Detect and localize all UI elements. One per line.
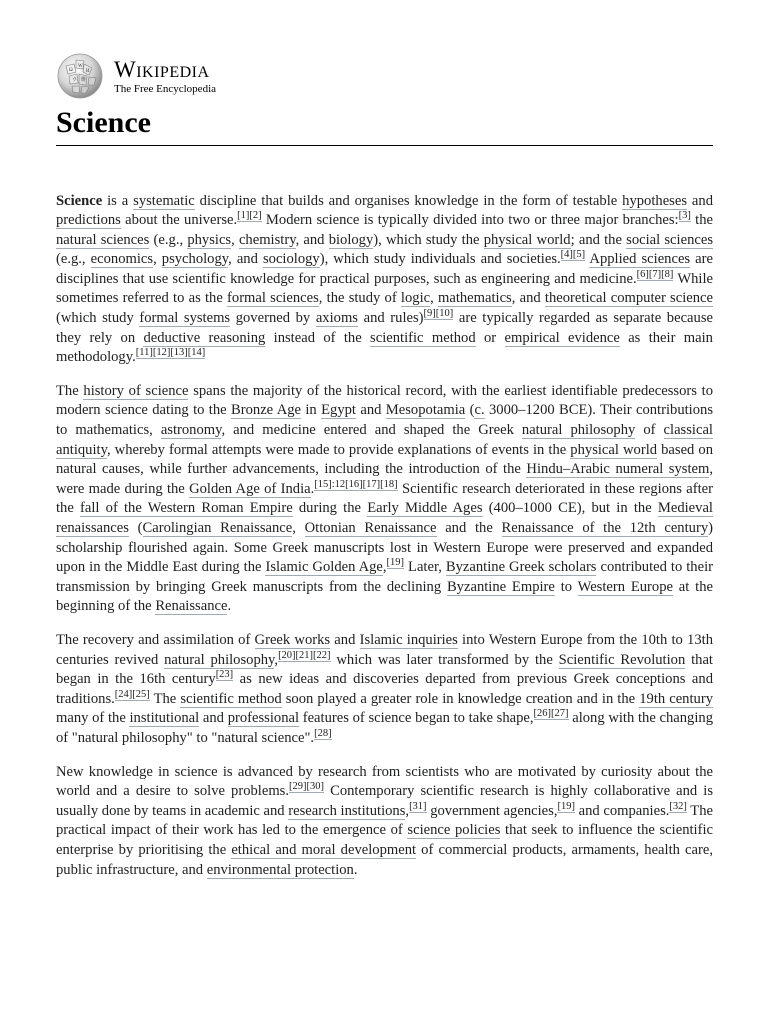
- article-link[interactable]: physics: [187, 231, 232, 248]
- text-run: ,: [292, 520, 305, 536]
- article-link[interactable]: Carolingian Renaissance: [142, 520, 293, 536]
- text-run: and the: [436, 520, 502, 536]
- article-link[interactable]: Mesopotamia: [385, 402, 466, 419]
- citation-ref[interactable]: [9][10]: [423, 308, 454, 320]
- article-link[interactable]: c.: [474, 402, 485, 419]
- citation-ref[interactable]: [15]:12[16][17][18]: [314, 478, 398, 490]
- article-link[interactable]: mathematics: [437, 290, 512, 307]
- text-run: ,: [430, 290, 438, 307]
- citation-ref[interactable]: [19]: [386, 557, 405, 569]
- text-run: The recovery and assimilation of: [56, 631, 255, 648]
- article-link[interactable]: predictions: [56, 212, 121, 229]
- article-link[interactable]: fall of the Western Roman Empire: [80, 500, 293, 517]
- text-run: that seek to influence the scientific enterprise by prioritising the: [56, 822, 713, 858]
- text-run: 3000–1200 BCE). Their contributions to mathematics,: [56, 402, 713, 439]
- text-run: ), which study the: [373, 231, 484, 248]
- text-run: Modern science is typically divided into two or three major branches:: [261, 212, 679, 229]
- article-subject: Science: [56, 192, 103, 209]
- text-run: The practical impact of their work has led to the emergence of: [56, 802, 713, 839]
- text-run: soon played a greater role in knowledge creation and in the: [281, 690, 640, 707]
- citation-ref[interactable]: [26][27]: [533, 708, 569, 720]
- text-run: and: [687, 192, 713, 209]
- site-name: Wikipedia: [114, 56, 210, 82]
- text-run: ,: [274, 651, 279, 668]
- article-link[interactable]: Greek works: [254, 631, 331, 648]
- article-link[interactable]: Islamic inquiries: [359, 631, 458, 648]
- text-run: , whereby formal attempts were made to provide explanations of events in the: [106, 441, 571, 458]
- article-link[interactable]: science policies: [407, 822, 501, 839]
- text-run: Later,: [404, 559, 446, 576]
- article-link[interactable]: biology: [328, 231, 374, 248]
- article-paragraph: [56, 192, 713, 368]
- article-link[interactable]: Renaissance of the 12th century: [501, 520, 709, 536]
- text-run: , and: [228, 251, 263, 268]
- text-run: along with the changing of "natural philosophy" to "natural science".: [56, 710, 713, 746]
- article-link[interactable]: logic: [400, 290, 431, 307]
- citation-ref[interactable]: [19]: [557, 800, 575, 812]
- article-link[interactable]: sociology: [262, 251, 320, 268]
- text-run: of commercial products, armaments, health care, public infrastructure, and: [56, 841, 714, 878]
- text-run: .: [310, 480, 315, 497]
- text-run: discipline that builds and organises knowledge in the form of testable: [194, 192, 623, 209]
- wikipedia-globe-icon: [56, 52, 104, 100]
- citation-ref[interactable]: [3]: [678, 210, 691, 222]
- article-link[interactable]: theoretical computer science: [544, 290, 713, 307]
- text-run: or: [475, 329, 505, 346]
- citation-ref[interactable]: [11][12][13][14]: [135, 347, 206, 359]
- text-run: about the universe.: [120, 212, 238, 229]
- citation-ref[interactable]: [31]: [409, 800, 427, 812]
- article-link[interactable]: formal systems: [139, 310, 231, 327]
- text-run: are typically regarded as separate because they rely on: [56, 310, 713, 346]
- text-run: that began in the 16th century: [56, 651, 713, 688]
- article-link[interactable]: Western Europe: [577, 578, 673, 595]
- text-run: and rules): [358, 310, 424, 327]
- text-run: based on natural causes, while further advancements, including the introduction of the: [56, 441, 713, 478]
- article-link[interactable]: research institutions: [288, 802, 406, 819]
- article-link[interactable]: Golden Age of India: [189, 480, 311, 497]
- text-run: New knowledge in science is advanced by research from scientists who are motivated by curiosity about the world and a desire to solve problems.: [56, 763, 713, 800]
- article-link[interactable]: deductive reasoning: [143, 329, 266, 346]
- article-link[interactable]: Byzantine Greek scholars: [445, 559, 597, 576]
- text-run: While sometimes referred to as the: [56, 270, 714, 307]
- text-run: ), which study individuals and societies.: [319, 251, 561, 268]
- text-run: the: [690, 212, 713, 229]
- text-run: to: [554, 578, 578, 595]
- text-run: contributed to their transmission by bringing Greek manuscripts from the declining: [56, 559, 713, 595]
- article-link[interactable]: axioms: [315, 310, 358, 327]
- text-run: ,: [153, 251, 162, 268]
- text-run: which was later transformed by the: [330, 651, 559, 668]
- text-run: instead of the: [265, 329, 371, 346]
- article-link[interactable]: Bronze Age: [231, 402, 302, 419]
- wordmark: [114, 58, 216, 95]
- article-link[interactable]: Medieval renaissances: [56, 500, 713, 536]
- article-link[interactable]: astronomy: [160, 422, 222, 439]
- article-body: [56, 192, 713, 881]
- article-link[interactable]: institutional: [129, 710, 200, 727]
- text-run: governed by: [230, 310, 316, 327]
- article-link[interactable]: Hindu–Arabic numeral system: [526, 461, 710, 478]
- article-link[interactable]: classical antiquity: [56, 422, 713, 458]
- text-run: is a: [102, 192, 134, 209]
- site-tagline: The Free Encyclopedia: [114, 82, 217, 95]
- text-run: into Western Europe from the 10th to 13th centuries revived: [56, 631, 713, 668]
- text-run: as their main methodology.: [56, 329, 713, 366]
- text-run: (which study: [56, 310, 140, 327]
- text-run: ,: [405, 802, 410, 819]
- text-run: at the beginning of the: [56, 578, 713, 615]
- text-run: as new ideas and discoveries departed from previous Greek conceptions and traditions.: [56, 671, 714, 707]
- article-link[interactable]: chemistry: [238, 231, 296, 248]
- article-paragraph: [56, 631, 713, 749]
- article-link[interactable]: Byzantine Empire: [446, 578, 555, 595]
- citation-ref[interactable]: [4][5]: [560, 249, 586, 261]
- article-link[interactable]: Applied sciences: [589, 251, 691, 268]
- citation-ref[interactable]: [20][21][22]: [278, 649, 331, 661]
- citation-ref[interactable]: [32]: [669, 800, 687, 812]
- svg-text:ウ: ウ: [72, 78, 78, 83]
- article-link[interactable]: history of science: [83, 382, 189, 399]
- text-run: features of science began to take shape,: [299, 710, 534, 727]
- article-link[interactable]: natural philosophy: [521, 422, 636, 439]
- article-link[interactable]: ethical and moral development: [231, 841, 417, 858]
- text-run: Contemporary scientific research is highly collaborative and is usually done by teams in academic and: [56, 783, 714, 819]
- text-run: spans the majority of the historical record, with the earliest identifiable predecessors to modern science dating to the: [56, 382, 713, 419]
- text-run: The: [56, 382, 84, 399]
- text-run: of: [635, 422, 664, 439]
- text-run: ; and the: [570, 231, 627, 248]
- text-run: (: [465, 402, 475, 419]
- article-link[interactable]: Egypt: [321, 402, 356, 419]
- article-link[interactable]: Ottonian Renaissance: [304, 520, 437, 536]
- page-title: Science: [56, 106, 713, 146]
- article-link[interactable]: Scientific Revolution: [558, 651, 686, 668]
- text-run: are disciplines that use scientific knowledge for practical purposes, such as engineering and medicine.: [56, 251, 713, 287]
- text-run: ,: [382, 559, 387, 576]
- article-link[interactable]: social sciences: [626, 231, 713, 248]
- svg-text:Ω: Ω: [69, 68, 73, 73]
- svg-text:维: 维: [81, 78, 87, 83]
- text-run: government agencies,: [426, 802, 558, 819]
- citation-ref[interactable]: [1][2]: [237, 210, 262, 222]
- citation-ref[interactable]: [6][7][8]: [636, 269, 674, 281]
- text-run: and companies.: [574, 802, 670, 819]
- article-paragraph: [56, 763, 713, 881]
- citation-ref[interactable]: [29][30]: [289, 781, 325, 793]
- article-link[interactable]: psychology: [161, 251, 229, 268]
- svg-text:И: И: [86, 69, 90, 74]
- article-link[interactable]: natural philosophy: [164, 651, 275, 668]
- article-link[interactable]: physical world: [570, 441, 658, 458]
- article-link[interactable]: empirical evidence: [504, 329, 620, 346]
- article-link[interactable]: Renaissance: [155, 598, 228, 615]
- text-run: ,: [231, 231, 239, 248]
- citation-ref[interactable]: [23]: [215, 669, 234, 681]
- article-link[interactable]: economics: [90, 251, 154, 268]
- text-run: in: [301, 402, 322, 419]
- article-link[interactable]: scientific method: [180, 690, 282, 707]
- text-run: during the: [292, 500, 368, 517]
- article-link[interactable]: environmental protection: [206, 861, 354, 878]
- article-link[interactable]: formal sciences: [227, 290, 319, 307]
- text-run: Scientific research deteriorated in these regions after the: [56, 480, 713, 517]
- article-link[interactable]: scientific method: [370, 329, 476, 346]
- article-paragraph: [56, 382, 713, 617]
- text-run: and: [199, 710, 228, 727]
- article-link[interactable]: Islamic Golden Age: [265, 559, 383, 576]
- text-run: and: [355, 402, 386, 419]
- text-run: .: [227, 598, 232, 615]
- text-run: many of the: [56, 710, 130, 727]
- text-run: ) scholarship flourished again. Some Greek manuscripts lost in Western Europe were preserved and expanded upon in the Middle East during the: [56, 520, 713, 576]
- text-run: , were made during the: [56, 461, 714, 497]
- article-page: [56, 52, 713, 894]
- text-run: and: [330, 631, 360, 648]
- text-run: , the study of: [318, 290, 401, 307]
- article-link[interactable]: Early Middle Ages: [367, 500, 483, 517]
- citation-ref[interactable]: [24][25]: [114, 688, 150, 700]
- text-run: (e.g.,: [56, 251, 91, 268]
- text-run: The: [149, 690, 181, 707]
- text-run: , and: [295, 231, 329, 248]
- article-link[interactable]: natural sciences: [56, 231, 150, 248]
- site-header[interactable]: [56, 52, 713, 100]
- text-run: (e.g.,: [149, 231, 188, 248]
- text-run: , and: [511, 290, 545, 307]
- article-link[interactable]: 19th century: [639, 690, 713, 707]
- text-run: (: [128, 520, 143, 536]
- article-link[interactable]: hypotheses: [622, 192, 688, 209]
- citation-ref[interactable]: [28]: [314, 728, 332, 740]
- text-run: , and medicine entered and shaped the Greek: [221, 422, 522, 439]
- text-run: .: [353, 861, 358, 878]
- text-run: (400–1000 CE), but in the: [482, 500, 658, 517]
- article-link[interactable]: systematic: [133, 192, 195, 209]
- svg-text:W: W: [78, 64, 83, 69]
- article-link[interactable]: physical world: [483, 231, 571, 248]
- article-link[interactable]: professional: [227, 710, 300, 727]
